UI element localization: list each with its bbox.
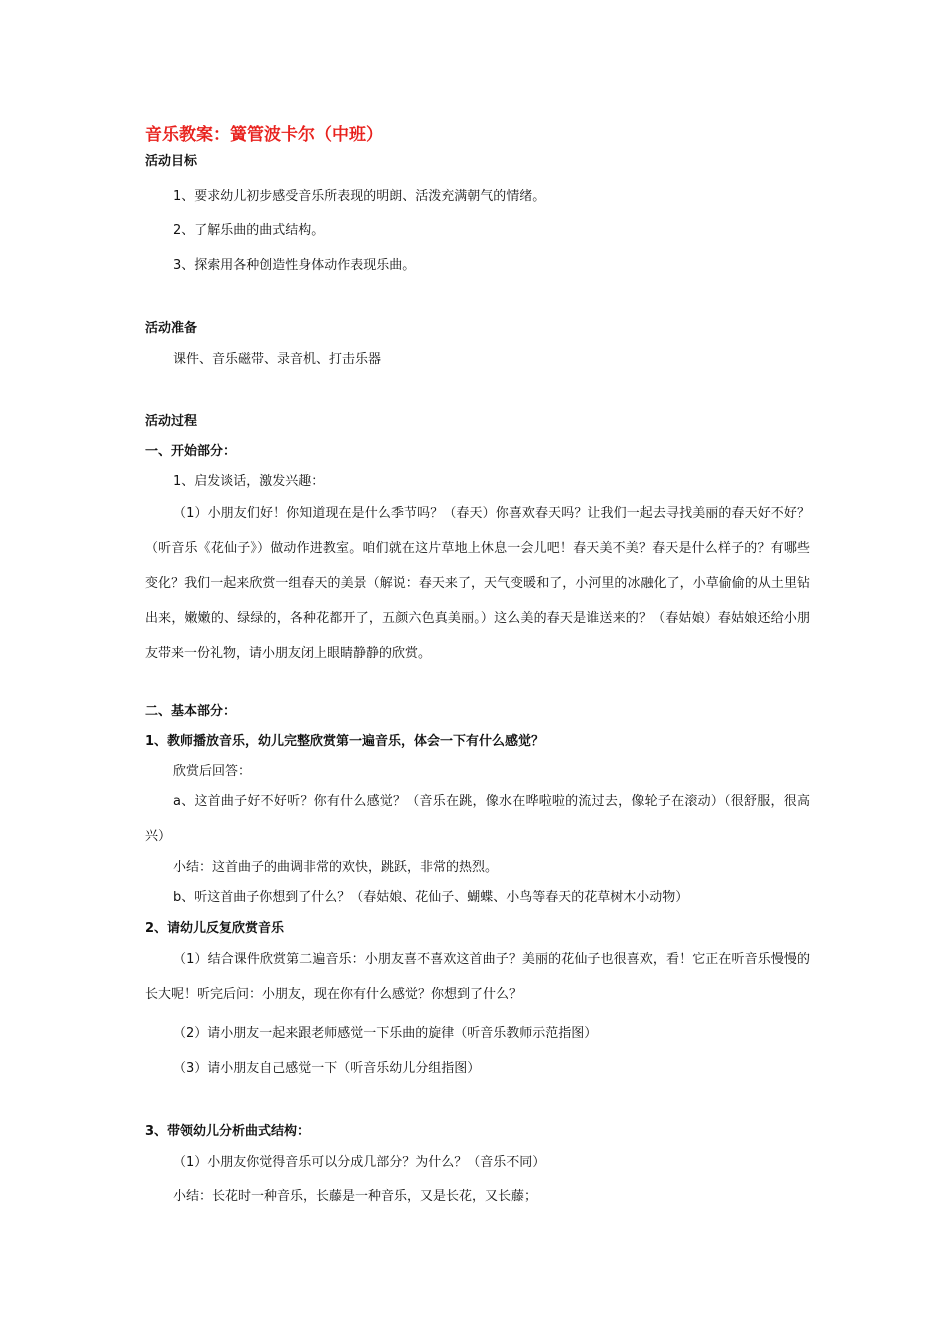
- step1-heading: 1、教师播放音乐，幼儿完整欣赏第一遍音乐，体会一下有什么感觉？: [145, 734, 545, 749]
- goal-item-3: 3、探索用各种创造性身体动作表现乐曲。: [173, 258, 416, 273]
- step1-question-b: b、听这首曲子你想到了什么？（春姑娘、花仙子、蝴蝶、小鸟等春天的花草树木小动物）: [173, 890, 689, 905]
- part1-heading: 一、开始部分：: [145, 444, 237, 459]
- document-title: 音乐教案：簧管波卡尔（中班）: [145, 125, 383, 145]
- part1-paragraph: （1）小朋友们好！你知道现在是什么季节吗？（春天）你喜欢春天吗？让我们一起去寻找美丽的春天好不好？（听音乐《花仙子》）做动作进教室。咱们就在这片草地上休息一会儿吧！春天美不美？春天是什么样子的？有哪些变化？我们一起来欣赏一组春天的美景（解说：春天来了，天气变暖和了，小河里的冰融化了，小草偷偷的从土里钻出来，嫩嫩的、绿绿的，各种花都开了，五颜六色真美丽。）这么美的春天是谁送来的？（春姑娘）春姑娘还给小朋友带来一份礼物，请小朋友闭上眼睛静静的欣赏。: [145, 506, 810, 661]
- prep-heading: 活动准备: [145, 321, 198, 336]
- step2-heading: 2、请幼儿反复欣赏音乐: [145, 921, 285, 936]
- step1-question-a: a、这首曲子好不好听？你有什么感觉？（音乐在跳，像水在哗啦啦的流过去，像轮子在滚动）（很舒服，很高兴）: [145, 794, 810, 844]
- step3-item-1: （1）小朋友你觉得音乐可以分成几部分？为什么？（音乐不同）: [173, 1155, 546, 1170]
- goal-item-2: 2、了解乐曲的曲式结构。: [173, 223, 325, 238]
- goals-heading: 活动目标: [145, 154, 198, 169]
- part2-heading: 二、基本部分：: [145, 704, 237, 719]
- step1-intro: 欣赏后回答：: [173, 764, 252, 779]
- step2-item-3: （3）请小朋友自己感觉一下（听音乐幼儿分组指图）: [173, 1061, 481, 1076]
- step2-item-2: （2）请小朋友一起来跟老师感觉一下乐曲的旋律（听音乐教师示范指图）: [173, 1026, 598, 1041]
- step3-summary: 小结：长花时一种音乐，长藤是一种音乐，又是长花，又长藤；: [173, 1189, 538, 1204]
- step2-item-1: （1）结合课件欣赏第二遍音乐：小朋友喜不喜欢这首曲子？美丽的花仙子也很喜欢，看！它正在听音乐慢慢的长大呢！听完后问：小朋友，现在你有什么感觉？你想到了什么？: [145, 952, 810, 1002]
- step1-summary: 小结：这首曲子的曲调非常的欢快，跳跃，非常的热烈。: [173, 860, 499, 875]
- process-heading: 活动过程: [145, 414, 198, 429]
- prep-text: 课件、音乐磁带、录音机、打击乐器: [173, 352, 382, 367]
- document-page: [145, 122, 810, 1208]
- part1-step1: 1、启发谈话，激发兴趣：: [173, 474, 325, 489]
- goal-item-1: 1、要求幼儿初步感受音乐所表现的明朗、活泼充满朝气的情绪。: [173, 189, 546, 204]
- step3-heading: 3、带领幼儿分析曲式结构：: [145, 1124, 311, 1139]
